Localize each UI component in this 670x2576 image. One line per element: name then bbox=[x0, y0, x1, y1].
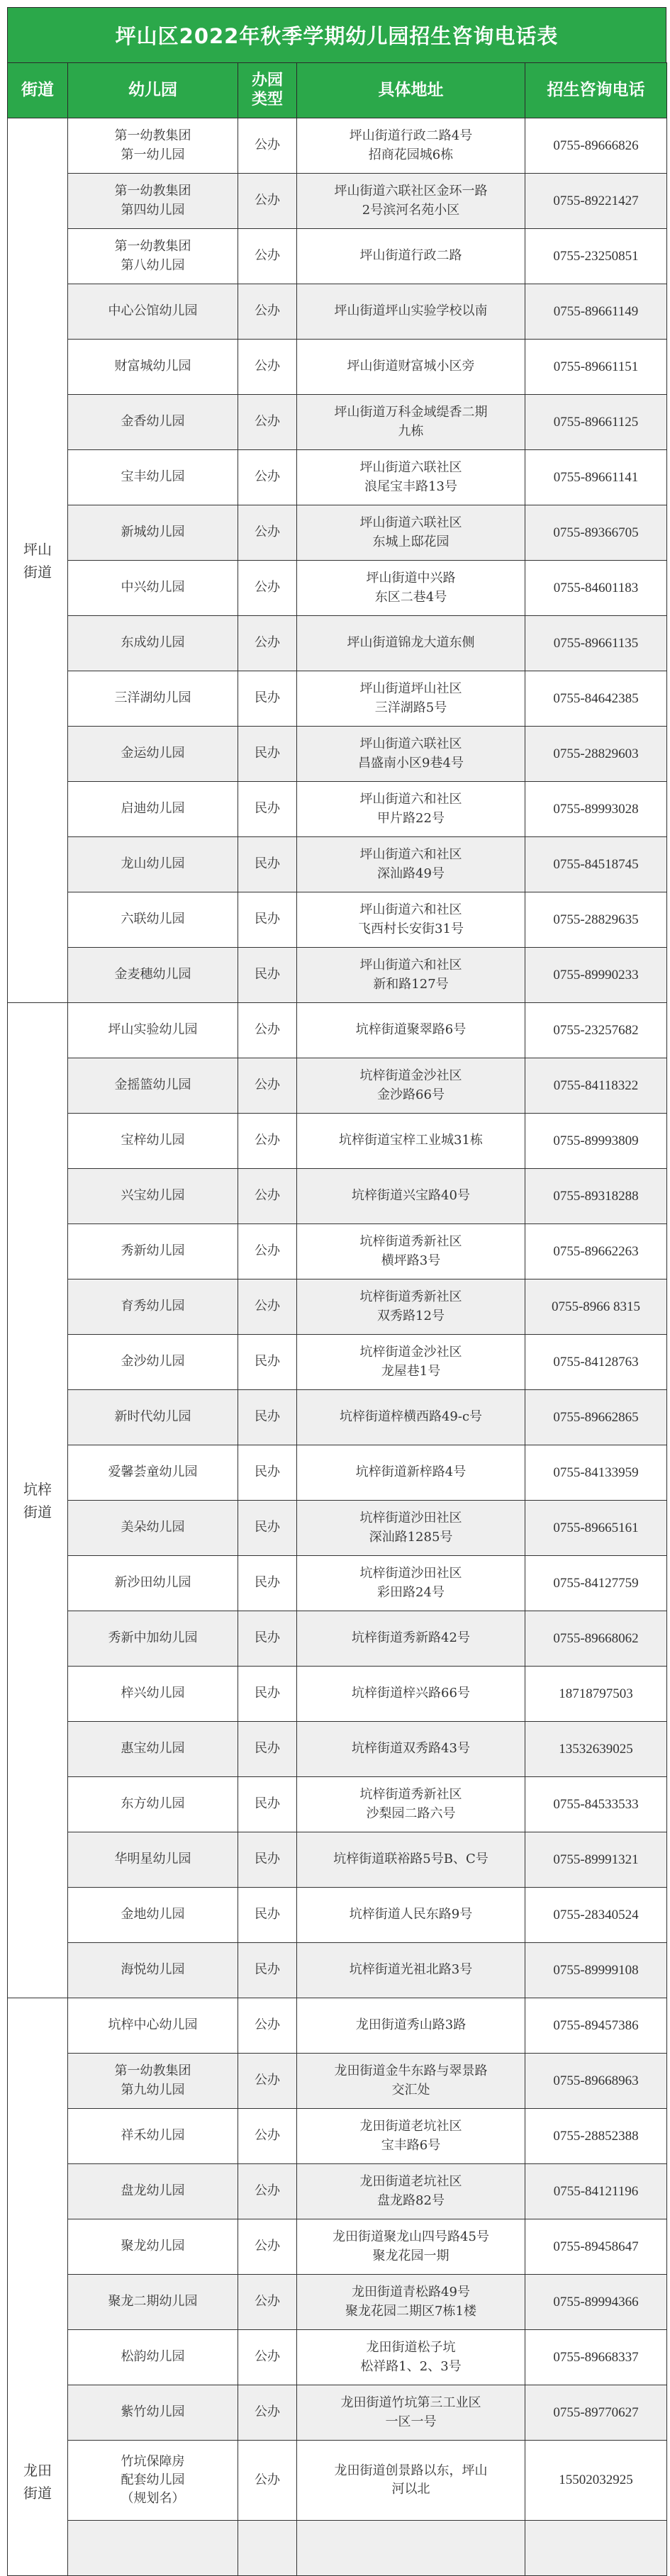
kindergarten-name: 金沙幼儿园 bbox=[68, 1335, 238, 1390]
school-type: 公办 bbox=[238, 2441, 297, 2521]
phone-number: 0755-84118322 bbox=[525, 1058, 667, 1114]
empty-cell bbox=[525, 2521, 667, 2576]
empty-cell bbox=[68, 2521, 238, 2576]
school-type: 民办 bbox=[238, 1888, 297, 1943]
school-type: 公办 bbox=[238, 2164, 297, 2219]
table-row bbox=[8, 1445, 667, 1501]
table-row bbox=[8, 2054, 667, 2109]
kindergarten-name: 东成幼儿园 bbox=[68, 616, 238, 671]
phone-number: 0755-89668337 bbox=[525, 2330, 667, 2385]
table-row bbox=[8, 1279, 667, 1335]
street-cell bbox=[8, 1998, 68, 2576]
street-cell bbox=[8, 118, 68, 1003]
address: 坑梓街道宝梓工业城31栋 bbox=[297, 1114, 525, 1169]
table-row bbox=[8, 2385, 667, 2441]
table-row bbox=[8, 671, 667, 727]
table-row-partial bbox=[8, 2521, 667, 2576]
phone-number: 0755-84128763 bbox=[525, 1335, 667, 1390]
table-row bbox=[8, 2164, 667, 2219]
address: 坪山街道六和社区 飞西村长安街31号 bbox=[297, 892, 525, 948]
phone-number: 0755-89665161 bbox=[525, 1501, 667, 1556]
kindergarten-name: 中心公馆幼儿园 bbox=[68, 284, 238, 340]
school-type: 公办 bbox=[238, 2385, 297, 2441]
school-type: 民办 bbox=[238, 1611, 297, 1667]
phone-number: 0755-28829635 bbox=[525, 892, 667, 948]
kindergarten-name: 三洋湖幼儿园 bbox=[68, 671, 238, 727]
kindergarten-name: 新沙田幼儿园 bbox=[68, 1556, 238, 1611]
table-row bbox=[8, 1390, 667, 1445]
kindergarten-name: 新城幼儿园 bbox=[68, 505, 238, 561]
address: 龙田街道金牛东路与翠景路 交汇处 bbox=[297, 2054, 525, 2109]
phone-number: 0755-89668963 bbox=[525, 2054, 667, 2109]
address: 坑梓街道光祖北路3号 bbox=[297, 1943, 525, 1998]
table-row bbox=[8, 892, 667, 948]
phone-number: 0755-89993028 bbox=[525, 782, 667, 837]
school-type: 公办 bbox=[238, 284, 297, 340]
table-row bbox=[8, 1722, 667, 1777]
kindergarten-name: 秀新中加幼儿园 bbox=[68, 1611, 238, 1667]
school-type: 民办 bbox=[238, 1501, 297, 1556]
address: 坪山街道六联社区金环一路 2号滨河名苑小区 bbox=[297, 174, 525, 229]
table-row bbox=[8, 2275, 667, 2330]
table-row bbox=[8, 2330, 667, 2385]
kindergarten-name: 兴宝幼儿园 bbox=[68, 1169, 238, 1224]
table-row bbox=[8, 118, 667, 174]
kindergarten-name: 第一幼教集团 第八幼儿园 bbox=[68, 229, 238, 284]
street-cell bbox=[8, 1003, 68, 1998]
table-row bbox=[8, 1169, 667, 1224]
phone-number: 0755-84533533 bbox=[525, 1777, 667, 1832]
school-type: 民办 bbox=[238, 671, 297, 727]
kindergarten-name: 坪山实验幼儿园 bbox=[68, 1003, 238, 1058]
kindergarten-name: 中兴幼儿园 bbox=[68, 561, 238, 616]
phone-number: 0755-89662263 bbox=[525, 1224, 667, 1279]
kindergarten-name: 爱馨荟童幼儿园 bbox=[68, 1445, 238, 1501]
table-row bbox=[8, 1003, 667, 1058]
street-label: 龙田街道 bbox=[23, 2462, 52, 2502]
phone-number: 0755-89661135 bbox=[525, 616, 667, 671]
header-type-label: 办园类型 bbox=[251, 72, 283, 108]
school-type: 公办 bbox=[238, 1058, 297, 1114]
kindergarten-name: 紫竹幼儿园 bbox=[68, 2385, 238, 2441]
phone-number: 0755-89994366 bbox=[525, 2275, 667, 2330]
school-type: 民办 bbox=[238, 1832, 297, 1888]
address: 坑梓街道秀新社区 双秀路12号 bbox=[297, 1279, 525, 1335]
table-row bbox=[8, 1777, 667, 1832]
kindergarten-name: 龙山幼儿园 bbox=[68, 837, 238, 892]
address: 坪山街道六和社区 深汕路49号 bbox=[297, 837, 525, 892]
phone-number: 0755-84642385 bbox=[525, 671, 667, 727]
phone-number: 0755-23257682 bbox=[525, 1003, 667, 1058]
phone-number: 0755-89661151 bbox=[525, 340, 667, 395]
kindergarten-name: 竹坑保障房 配套幼儿园 （规划名） bbox=[68, 2441, 238, 2521]
address: 坪山街道六和社区 新和路127号 bbox=[297, 948, 525, 1003]
school-type: 民办 bbox=[238, 948, 297, 1003]
kindergarten-name: 惠宝幼儿园 bbox=[68, 1722, 238, 1777]
kindergarten-name: 聚龙幼儿园 bbox=[68, 2219, 238, 2275]
kindergarten-name: 财富城幼儿园 bbox=[68, 340, 238, 395]
phone-number: 0755-89458647 bbox=[525, 2219, 667, 2275]
table-row bbox=[8, 616, 667, 671]
kindergarten-name: 秀新幼儿园 bbox=[68, 1224, 238, 1279]
address: 坪山街道万科金域缇香二期 九栋 bbox=[297, 395, 525, 450]
address: 坪山街道六联社区 东城上邸花园 bbox=[297, 505, 525, 561]
kindergarten-name: 金香幼儿园 bbox=[68, 395, 238, 450]
street-label: 坑梓街道 bbox=[23, 1480, 52, 1521]
table-row bbox=[8, 340, 667, 395]
address: 龙田街道竹坑第三工业区 一区一号 bbox=[297, 2385, 525, 2441]
table-row bbox=[8, 1556, 667, 1611]
header-address: 具体地址 bbox=[297, 63, 525, 118]
kindergarten-name: 金麦穗幼儿园 bbox=[68, 948, 238, 1003]
school-type: 民办 bbox=[238, 782, 297, 837]
header-name: 幼儿园 bbox=[68, 63, 238, 118]
street-label: 坪山街道 bbox=[23, 540, 52, 581]
phone-number: 0755-89666826 bbox=[525, 118, 667, 174]
kindergarten-name: 第一幼教集团 第一幼儿园 bbox=[68, 118, 238, 174]
table-row bbox=[8, 948, 667, 1003]
phone-table-document bbox=[7, 7, 666, 2576]
address: 龙田街道松子坑 松祥路1、2、3号 bbox=[297, 2330, 525, 2385]
table-row bbox=[8, 450, 667, 505]
phone-number: 0755-89990233 bbox=[525, 948, 667, 1003]
phone-number: 0755-8966 8315 bbox=[525, 1279, 667, 1335]
table-row bbox=[8, 2441, 667, 2521]
table-row bbox=[8, 2109, 667, 2164]
school-type: 公办 bbox=[238, 2330, 297, 2385]
phone-number: 0755-89662865 bbox=[525, 1390, 667, 1445]
table-row bbox=[8, 505, 667, 561]
school-type: 公办 bbox=[238, 1998, 297, 2054]
school-type: 公办 bbox=[238, 505, 297, 561]
phone-number: 0755-89318288 bbox=[525, 1169, 667, 1224]
table-row bbox=[8, 727, 667, 782]
empty-cell bbox=[297, 2521, 525, 2576]
address: 坑梓街道秀新社区 沙梨园二路六号 bbox=[297, 1777, 525, 1832]
address: 坑梓街道联裕路5号B、C号 bbox=[297, 1832, 525, 1888]
kindergarten-name: 盘龙幼儿园 bbox=[68, 2164, 238, 2219]
school-type: 公办 bbox=[238, 229, 297, 284]
kindergarten-name: 聚龙二期幼儿园 bbox=[68, 2275, 238, 2330]
school-type: 民办 bbox=[238, 837, 297, 892]
address: 坑梓街道沙田社区 深汕路1285号 bbox=[297, 1501, 525, 1556]
kindergarten-table bbox=[7, 62, 667, 2576]
school-type: 民办 bbox=[238, 1943, 297, 1998]
phone-number: 0755-28340524 bbox=[525, 1888, 667, 1943]
school-type: 公办 bbox=[238, 450, 297, 505]
school-type: 民办 bbox=[238, 1556, 297, 1611]
kindergarten-name: 第一幼教集团 第四幼儿园 bbox=[68, 174, 238, 229]
address: 坑梓街道双秀路43号 bbox=[297, 1722, 525, 1777]
phone-number: 0755-28829603 bbox=[525, 727, 667, 782]
table-row bbox=[8, 284, 667, 340]
table-row bbox=[8, 561, 667, 616]
address: 坑梓街道秀新路42号 bbox=[297, 1611, 525, 1667]
school-type: 公办 bbox=[238, 2054, 297, 2109]
page-title: 坪山区2022年秋季学期幼儿园招生咨询电话表 bbox=[7, 7, 666, 62]
school-type: 民办 bbox=[238, 1445, 297, 1501]
address: 坪山街道行政二路4号 招商花园城6栋 bbox=[297, 118, 525, 174]
phone-number: 0755-89999108 bbox=[525, 1943, 667, 1998]
header-street: 街道 bbox=[8, 63, 68, 118]
phone-number: 0755-84127759 bbox=[525, 1556, 667, 1611]
kindergarten-name: 梓兴幼儿园 bbox=[68, 1667, 238, 1722]
phone-number: 0755-89668062 bbox=[525, 1611, 667, 1667]
table-row bbox=[8, 395, 667, 450]
school-type: 民办 bbox=[238, 1390, 297, 1445]
phone-number: 0755-89661149 bbox=[525, 284, 667, 340]
table-row bbox=[8, 1998, 667, 2054]
kindergarten-name: 华明星幼儿园 bbox=[68, 1832, 238, 1888]
table-row bbox=[8, 1335, 667, 1390]
table-row bbox=[8, 837, 667, 892]
address: 坑梓街道聚翠路6号 bbox=[297, 1003, 525, 1058]
school-type: 公办 bbox=[238, 340, 297, 395]
address: 龙田街道老坑社区 盘龙路82号 bbox=[297, 2164, 525, 2219]
table-header-row bbox=[8, 63, 667, 118]
school-type: 民办 bbox=[238, 1335, 297, 1390]
table-row bbox=[8, 1667, 667, 1722]
school-type: 民办 bbox=[238, 1722, 297, 1777]
school-type: 民办 bbox=[238, 1777, 297, 1832]
table-row bbox=[8, 1943, 667, 1998]
school-type: 民办 bbox=[238, 727, 297, 782]
phone-number: 0755-23250851 bbox=[525, 229, 667, 284]
school-type: 民办 bbox=[238, 892, 297, 948]
phone-number: 0755-89770627 bbox=[525, 2385, 667, 2441]
address: 坑梓街道梓兴路66号 bbox=[297, 1667, 525, 1722]
kindergarten-name: 金摇篮幼儿园 bbox=[68, 1058, 238, 1114]
address: 坑梓街道新梓路4号 bbox=[297, 1445, 525, 1501]
phone-number: 0755-28852388 bbox=[525, 2109, 667, 2164]
address: 坑梓街道秀新社区 横坪路3号 bbox=[297, 1224, 525, 1279]
address: 坪山街道行政二路 bbox=[297, 229, 525, 284]
table-row bbox=[8, 1888, 667, 1943]
school-type: 公办 bbox=[238, 616, 297, 671]
kindergarten-name: 松韵幼儿园 bbox=[68, 2330, 238, 2385]
address: 坑梓街道金沙社区 龙屋巷1号 bbox=[297, 1335, 525, 1390]
school-type: 公办 bbox=[238, 395, 297, 450]
address: 坑梓街道梓横西路49-c号 bbox=[297, 1390, 525, 1445]
kindergarten-name: 育秀幼儿园 bbox=[68, 1279, 238, 1335]
kindergarten-name: 海悦幼儿园 bbox=[68, 1943, 238, 1998]
phone-number: 0755-89991321 bbox=[525, 1832, 667, 1888]
phone-number: 0755-84133959 bbox=[525, 1445, 667, 1501]
school-type: 公办 bbox=[238, 1003, 297, 1058]
address: 坪山街道锦龙大道东侧 bbox=[297, 616, 525, 671]
address: 坪山街道坪山社区 三洋湖路5号 bbox=[297, 671, 525, 727]
school-type: 公办 bbox=[238, 118, 297, 174]
phone-number: 0755-89661141 bbox=[525, 450, 667, 505]
address: 龙田街道聚龙山四号路45号 聚龙花园一期 bbox=[297, 2219, 525, 2275]
table-row bbox=[8, 229, 667, 284]
header-phone: 招生咨询电话 bbox=[525, 63, 667, 118]
kindergarten-name: 祥禾幼儿园 bbox=[68, 2109, 238, 2164]
address: 坪山街道六和社区 甲片路22号 bbox=[297, 782, 525, 837]
kindergarten-name: 金地幼儿园 bbox=[68, 1888, 238, 1943]
table-row bbox=[8, 174, 667, 229]
phone-number: 0755-89221427 bbox=[525, 174, 667, 229]
header-type bbox=[238, 63, 297, 118]
address: 坪山街道六联社区 昌盛南小区9巷4号 bbox=[297, 727, 525, 782]
kindergarten-name: 坑梓中心幼儿园 bbox=[68, 1998, 238, 2054]
table-row bbox=[8, 1501, 667, 1556]
phone-number: 0755-89993809 bbox=[525, 1114, 667, 1169]
phone-number: 0755-89457386 bbox=[525, 1998, 667, 2054]
school-type: 公办 bbox=[238, 174, 297, 229]
kindergarten-name: 宝梓幼儿园 bbox=[68, 1114, 238, 1169]
table-row bbox=[8, 1114, 667, 1169]
school-type: 公办 bbox=[238, 1224, 297, 1279]
phone-number: 0755-84518745 bbox=[525, 837, 667, 892]
kindergarten-name: 启迪幼儿园 bbox=[68, 782, 238, 837]
address: 坪山街道坪山实验学校以南 bbox=[297, 284, 525, 340]
phone-number: 0755-84121196 bbox=[525, 2164, 667, 2219]
table-row bbox=[8, 1611, 667, 1667]
address: 坑梓街道人民东路9号 bbox=[297, 1888, 525, 1943]
address: 坪山街道中兴路 东区二巷4号 bbox=[297, 561, 525, 616]
address: 龙田街道青松路49号 聚龙花园二期区7栋1楼 bbox=[297, 2275, 525, 2330]
school-type: 民办 bbox=[238, 1667, 297, 1722]
phone-number: 0755-89661125 bbox=[525, 395, 667, 450]
address: 坑梓街道沙田社区 彩田路24号 bbox=[297, 1556, 525, 1611]
empty-cell bbox=[238, 2521, 297, 2576]
table-row bbox=[8, 2219, 667, 2275]
kindergarten-name: 六联幼儿园 bbox=[68, 892, 238, 948]
school-type: 公办 bbox=[238, 2275, 297, 2330]
address: 坪山街道财富城小区旁 bbox=[297, 340, 525, 395]
phone-number: 18718797503 bbox=[525, 1667, 667, 1722]
kindergarten-name: 东方幼儿园 bbox=[68, 1777, 238, 1832]
kindergarten-name: 美朵幼儿园 bbox=[68, 1501, 238, 1556]
table-row bbox=[8, 1832, 667, 1888]
phone-number: 0755-84601183 bbox=[525, 561, 667, 616]
table-row bbox=[8, 1224, 667, 1279]
kindergarten-name: 金运幼儿园 bbox=[68, 727, 238, 782]
address: 坑梓街道金沙社区 金沙路66号 bbox=[297, 1058, 525, 1114]
kindergarten-name: 新时代幼儿园 bbox=[68, 1390, 238, 1445]
kindergarten-name: 宝丰幼儿园 bbox=[68, 450, 238, 505]
school-type: 公办 bbox=[238, 2109, 297, 2164]
address: 坪山街道六联社区 浪尾宝丰路13号 bbox=[297, 450, 525, 505]
kindergarten-name: 第一幼教集团 第九幼儿园 bbox=[68, 2054, 238, 2109]
address: 坑梓街道兴宝路40号 bbox=[297, 1169, 525, 1224]
address: 龙田街道创景路以东，坪山 河以北 bbox=[297, 2441, 525, 2521]
address: 龙田街道秀山路3路 bbox=[297, 1998, 525, 2054]
phone-number: 13532639025 bbox=[525, 1722, 667, 1777]
school-type: 公办 bbox=[238, 1279, 297, 1335]
table-row bbox=[8, 782, 667, 837]
school-type: 公办 bbox=[238, 561, 297, 616]
phone-number: 15502032925 bbox=[525, 2441, 667, 2521]
school-type: 公办 bbox=[238, 1169, 297, 1224]
table-row bbox=[8, 1058, 667, 1114]
school-type: 公办 bbox=[238, 1114, 297, 1169]
school-type: 公办 bbox=[238, 2219, 297, 2275]
phone-number: 0755-89366705 bbox=[525, 505, 667, 561]
address: 龙田街道老坑社区 宝丰路6号 bbox=[297, 2109, 525, 2164]
